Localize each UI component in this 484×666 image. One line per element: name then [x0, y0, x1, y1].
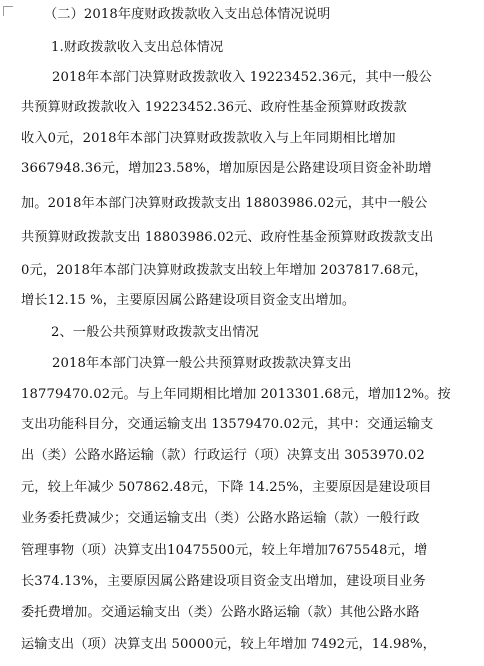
- subsection-heading-1: 1.财政拨款收入支出总体情况: [51, 40, 224, 55]
- paragraph-line: 0元，2018年本部门决算财政拨款支出较上年增加 2037817.68元，: [21, 263, 428, 278]
- paragraph-line: 2018年本部门决算财政拨款收入 19223452.36元，其中一般公: [52, 70, 432, 85]
- paragraph-line: 运输支出（项）决算支出 50000元，较上年增加 7492元，14.98%，: [21, 637, 436, 652]
- paragraph-line: 长374.13%，主要原因属公路建设项目资金支出增加，建设项目业务: [21, 574, 426, 589]
- paragraph-line: 3667948.36元，增加23.58%，增加原因是公路建设项目资金补助增: [21, 161, 432, 176]
- paragraph-line: 加。2018年本部门决算财政拨款支出 18803986.02元，其中一般公: [21, 196, 428, 211]
- margin-corner-mark-vertical: [3, 6, 14, 16]
- paragraph-line: 共预算财政拨款收入 19223452.36元、政府性基金预算财政拨款: [21, 100, 407, 115]
- section-heading: （二）2018年度财政拨款收入支出总体情况说明: [44, 7, 331, 22]
- paragraph-line: 2018年本部门决算一般公共预算财政拨款决算支出: [52, 356, 352, 371]
- paragraph-line: 收入0元，2018年本部门决算财政拨款收入与上年同期相比增加: [21, 131, 396, 146]
- paragraph-line: 增长12.15 %，主要原因属公路建设项目资金支出增加。: [21, 293, 356, 308]
- paragraph-line: 共预算财政拨款支出 18803986.02元、政府性基金预算财政拨款支出: [21, 230, 434, 245]
- paragraph-line: 支出功能科目分，交通运输支出 13579470.02元，其中：交通运输支: [21, 417, 434, 432]
- paragraph-line: 18779470.02元。与上年同期相比增加 2013301.68元，增加12%。按: [21, 387, 451, 402]
- paragraph-line: 委托费增加。交通运输支出（类）公路水路运输（款）其他公路水路: [21, 605, 420, 620]
- paragraph-line: 管理事物（项）决算支出10475500元，较上年增加7675548元，增: [21, 543, 428, 558]
- paragraph-line: 元，较上年减少 507862.48元，下降 14.25%，主要原因是建设项目: [21, 480, 432, 495]
- paragraph-line: 业务委托费减少；交通运输支出（类）公路水路运输（款）一般行政: [21, 511, 420, 526]
- paragraph-line: 出（类）公路水路运输（款）行政运行（项）决算支出 3053970.02: [21, 448, 425, 463]
- subsection-heading-2: 2、一般公共预算财政拨款支出情况: [51, 325, 259, 340]
